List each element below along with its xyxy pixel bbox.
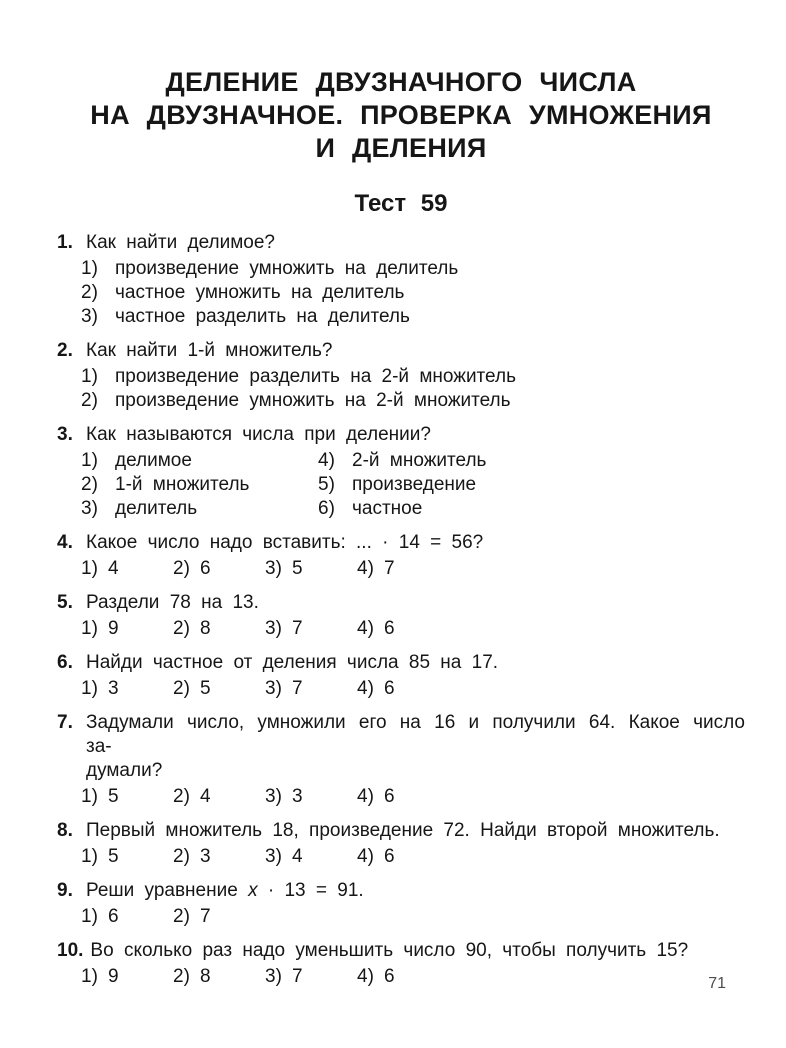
- option: [81, 617, 173, 641]
- options: [81, 965, 745, 989]
- text-segment: Какое число надо вставить: ... · 14 = 56?: [86, 532, 484, 553]
- option-text: 9: [108, 618, 119, 639]
- option: [81, 905, 173, 929]
- option-text: 4: [108, 558, 119, 579]
- question-number: 4.: [57, 532, 73, 553]
- question-head: [57, 591, 745, 615]
- option-number: 5): [318, 474, 335, 495]
- text-segment: Задумали число, умножили его на 16 и получили 64. Какое число за-: [86, 712, 745, 757]
- option-number: 1): [81, 906, 98, 927]
- question-line: [86, 711, 745, 759]
- question-text: [86, 879, 745, 903]
- option-text: делитель: [115, 498, 198, 519]
- question-line: [86, 423, 745, 447]
- option: [81, 449, 318, 473]
- option-text: частное: [352, 498, 423, 519]
- option-number: 1): [81, 450, 98, 471]
- option-number: 2): [173, 786, 190, 807]
- question-number: 9.: [57, 880, 73, 901]
- option-number: 3): [265, 966, 282, 987]
- question-4: [57, 531, 745, 581]
- option-text: произведение: [352, 474, 477, 495]
- option-number: 2): [173, 558, 190, 579]
- page-number: 71: [708, 975, 726, 992]
- option-text: 5: [108, 786, 119, 807]
- option-number: 1): [81, 258, 98, 279]
- option: [265, 557, 357, 581]
- question-head: [57, 423, 745, 447]
- option: [81, 845, 173, 869]
- question-line: [86, 879, 745, 903]
- variable-italic: x: [248, 880, 258, 901]
- option-text: произведение умножить на делитель: [115, 258, 459, 279]
- question-7: [57, 711, 745, 809]
- option: [265, 677, 357, 701]
- option: [81, 389, 745, 413]
- option: [173, 557, 265, 581]
- option: [357, 617, 395, 641]
- option-text: 6: [384, 618, 395, 639]
- option: [318, 449, 745, 473]
- question-text: [86, 711, 745, 783]
- option-text: 4: [292, 846, 303, 867]
- question-line: [86, 759, 745, 783]
- options: [81, 365, 745, 413]
- text-segment: Как найти делимое?: [86, 232, 275, 253]
- option: [173, 617, 265, 641]
- question-number: 1.: [57, 232, 73, 253]
- question-text: [86, 339, 745, 363]
- option: [173, 845, 265, 869]
- options: [81, 845, 745, 869]
- option-text: 7: [384, 558, 395, 579]
- question-text: [86, 819, 745, 843]
- question-8: [57, 819, 745, 869]
- option-number: 6): [318, 498, 335, 519]
- option-number: 1): [81, 846, 98, 867]
- option-text: 4: [200, 786, 211, 807]
- question-text: [86, 531, 745, 555]
- option-number: 4): [357, 966, 374, 987]
- question-head: [57, 879, 745, 903]
- option: [265, 617, 357, 641]
- option: [318, 473, 745, 497]
- option-text: произведение умножить на 2-й множитель: [115, 390, 511, 411]
- question-number: 6.: [57, 652, 73, 673]
- option-number: 1): [81, 558, 98, 579]
- question-head: [57, 711, 745, 783]
- option: [81, 365, 745, 389]
- option: [357, 677, 395, 701]
- doc-title-line-1: ДЕЛЕНИЕ ДВУЗНАЧНОГО ЧИСЛА: [165, 67, 637, 97]
- options: [81, 449, 745, 521]
- options: [81, 905, 745, 929]
- option-text: 6: [384, 678, 395, 699]
- option-number: 2): [173, 846, 190, 867]
- options: [81, 617, 745, 641]
- option: [173, 905, 211, 929]
- option: [81, 257, 745, 281]
- option: [81, 473, 318, 497]
- option: [357, 557, 395, 581]
- question-head: [57, 651, 745, 675]
- options: [81, 785, 745, 809]
- doc-title-line-2: НА ДВУЗНАЧНОЕ. ПРОВЕРКА УМНОЖЕНИЯ: [90, 100, 712, 130]
- option-number: 4): [357, 678, 374, 699]
- option-number: 2): [81, 282, 98, 303]
- option-text: 8: [200, 618, 211, 639]
- question-text: [86, 651, 745, 675]
- options: [81, 557, 745, 581]
- option-text: 3: [200, 846, 211, 867]
- option-text: 6: [200, 558, 211, 579]
- question-9: [57, 879, 745, 929]
- option-text: делимое: [115, 450, 192, 471]
- option-text: 6: [384, 846, 395, 867]
- option-text: произведение разделить на 2-й множитель: [115, 366, 516, 387]
- option: [173, 785, 265, 809]
- option: [357, 965, 395, 989]
- option: [81, 677, 173, 701]
- option-text: частное разделить на делитель: [115, 306, 410, 327]
- option-number: 3): [265, 678, 282, 699]
- option: [265, 845, 357, 869]
- option-number: 3): [265, 786, 282, 807]
- content: [57, 0, 745, 999]
- option-text: 5: [292, 558, 303, 579]
- question-line: [86, 339, 745, 363]
- question-line: [86, 819, 745, 843]
- option-text: 3: [292, 786, 303, 807]
- options: [81, 257, 745, 329]
- question-number: 5.: [57, 592, 73, 613]
- option-number: 3): [265, 846, 282, 867]
- option-text: 9: [108, 966, 119, 987]
- question-3: [57, 423, 745, 521]
- text-segment: думали?: [86, 760, 163, 781]
- question-number: 2.: [57, 340, 73, 361]
- question-line: [86, 231, 745, 255]
- question-text: [86, 231, 745, 255]
- option: [81, 497, 318, 521]
- option-number: 2): [173, 966, 190, 987]
- option-text: 8: [200, 966, 211, 987]
- question-text: [86, 591, 745, 615]
- option-text: частное умножить на делитель: [115, 282, 405, 303]
- option: [173, 965, 265, 989]
- test-label: Тест 59: [354, 190, 448, 217]
- question-number: 3.: [57, 424, 73, 445]
- option-number: 2): [173, 678, 190, 699]
- question-2: [57, 339, 745, 413]
- questions-list: [57, 231, 745, 989]
- text-segment: Как найти 1-й множитель?: [86, 340, 333, 361]
- option: [318, 497, 745, 521]
- option-text: 7: [292, 678, 303, 699]
- option-text: 6: [384, 966, 395, 987]
- text-segment: · 13 = 91.: [257, 880, 364, 901]
- option: [173, 677, 265, 701]
- option-number: 2): [81, 390, 98, 411]
- option-text: 2-й множитель: [352, 450, 487, 471]
- option: [81, 281, 745, 305]
- option-number: 4): [318, 450, 335, 471]
- text-segment: Реши уравнение: [86, 880, 249, 901]
- question-head: [57, 531, 745, 555]
- option-number: 2): [81, 474, 98, 495]
- option-number: 2): [173, 906, 190, 927]
- option-text: 5: [200, 678, 211, 699]
- question-text: [90, 939, 745, 963]
- question-number: 10.: [57, 940, 84, 961]
- option: [265, 965, 357, 989]
- doc-title: [57, 66, 745, 165]
- question-number: 8.: [57, 820, 73, 841]
- option-number: 1): [81, 678, 98, 699]
- options: [81, 677, 745, 701]
- question-head: [57, 819, 745, 843]
- question-line: [86, 651, 745, 675]
- option: [81, 557, 173, 581]
- text-segment: Раздели 78 на 13.: [86, 592, 259, 613]
- question-10: [57, 939, 745, 989]
- question-head: [57, 939, 745, 963]
- option: [81, 785, 173, 809]
- text-segment: Как называются числа при делении?: [86, 424, 431, 445]
- option-number: 4): [357, 846, 374, 867]
- question-1: [57, 231, 745, 329]
- question-head: [57, 339, 745, 363]
- option-text: 7: [292, 966, 303, 987]
- text-segment: Первый множитель 18, произведение 72. Найди второй множитель.: [86, 820, 720, 841]
- option-number: 4): [357, 618, 374, 639]
- option-number: 1): [81, 618, 98, 639]
- option: [265, 785, 357, 809]
- question-text: [86, 423, 745, 447]
- question-6: [57, 651, 745, 701]
- option-text: 3: [108, 678, 119, 699]
- option-number: 1): [81, 366, 98, 387]
- option-number: 3): [265, 558, 282, 579]
- question-line: [90, 939, 745, 963]
- option-number: 3): [265, 618, 282, 639]
- option: [81, 965, 173, 989]
- option-text: 6: [384, 786, 395, 807]
- option: [357, 845, 395, 869]
- option-number: 4): [357, 558, 374, 579]
- option-text: 5: [108, 846, 119, 867]
- option-text: 7: [200, 906, 211, 927]
- option-number: 1): [81, 786, 98, 807]
- question-5: [57, 591, 745, 641]
- question-number: 7.: [57, 712, 73, 733]
- option-number: 3): [81, 498, 98, 519]
- option: [81, 305, 745, 329]
- question-line: [86, 591, 745, 615]
- doc-title-line-3: И ДЕЛЕНИЯ: [315, 133, 487, 163]
- option: [357, 785, 395, 809]
- option-number: 2): [173, 618, 190, 639]
- question-line: [86, 531, 745, 555]
- option-text: 1-й множитель: [115, 474, 250, 495]
- option-number: 4): [357, 786, 374, 807]
- option-text: 6: [108, 906, 119, 927]
- option-number: 3): [81, 306, 98, 327]
- text-segment: Во сколько раз надо уменьшить число 90, чтобы получить 15?: [90, 940, 689, 961]
- option-text: 7: [292, 618, 303, 639]
- option-number: 1): [81, 966, 98, 987]
- text-segment: Найди частное от деления числа 85 на 17.: [86, 652, 499, 673]
- question-head: [57, 231, 745, 255]
